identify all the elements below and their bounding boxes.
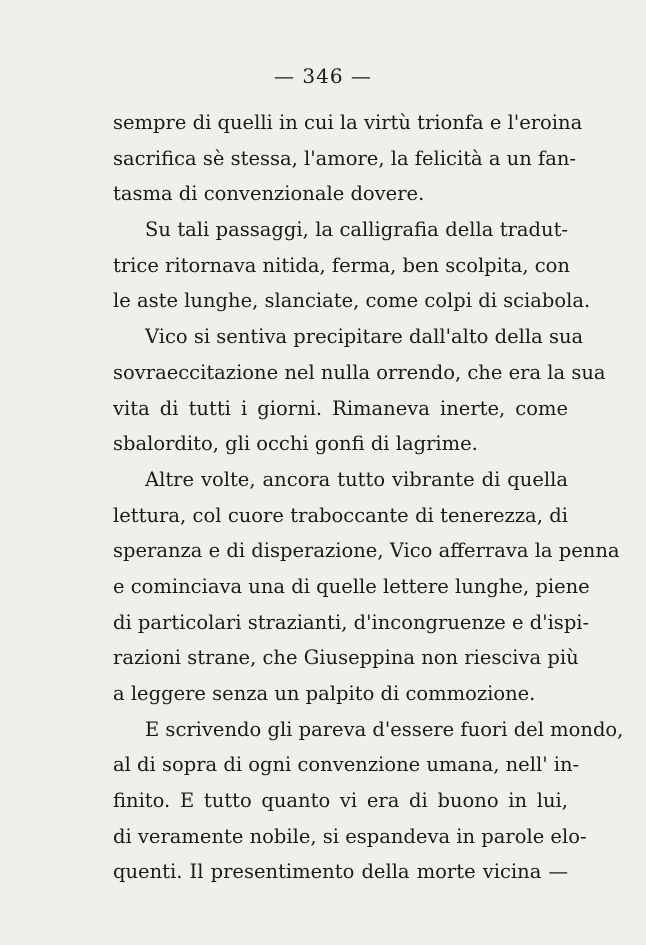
text-line: le aste lunghe, slanciate, come colpi di sciabola. (113, 289, 591, 313)
text-line: vita di tutti i giorni. Rimaneva inerte, come (113, 396, 568, 420)
text-line: speranza e di disperazione, Vico afferrava la penna (113, 539, 620, 563)
text-line: al di sopra di ogni convenzione umana, nell' in- (113, 753, 580, 777)
text-line: trice ritornava nitida, ferma, ben scolpita, con (113, 253, 570, 277)
text-line: razioni strane, che Giuseppina non riesciva più (113, 646, 579, 670)
text-line: quenti. Il presentimento della morte vicina — (113, 860, 568, 884)
text-line: sempre di quelli in cui la virtù trionfa e l'eroina (113, 111, 583, 134)
text-line: finito. E tutto quanto vi era di buono in lui, (113, 789, 568, 813)
text-line: Altre volte, ancora tutto vibrante di quella (145, 467, 568, 491)
text-line: di particolari strazianti, d'incongruenze e d'ispi- (113, 610, 590, 634)
text-line: lettura, col cuore traboccante di tenerezza, di (113, 503, 568, 527)
text-line: Vico si sentiva precipitare dall'alto della sua (145, 325, 584, 349)
text-line: sacrifica sè stessa, l'amore, la felicità a un fan- (113, 146, 576, 170)
body-text (113, 105, 624, 890)
page-number: — 346 — (274, 64, 372, 88)
text-line: sovraeccitazione nel nulla orrendo, che era la sua (113, 360, 606, 384)
text-line: a leggere senza un palpito di commozione. (113, 682, 536, 705)
text-line: E scrivendo gli pareva d'essere fuori del mondo, (145, 717, 624, 741)
text-line: sbalordito, gli occhi gonfi di lagrime. (113, 432, 478, 456)
text-line: di veramente nobile, si espandeva in parole elo- (113, 824, 587, 848)
text-line: Su tali passaggi, la calligrafia della tradut- (145, 218, 568, 242)
text-line: e cominciava una di quelle lettere lunghe, piene (113, 574, 590, 598)
text-line: tasma di convenzionale dovere. (113, 182, 425, 206)
